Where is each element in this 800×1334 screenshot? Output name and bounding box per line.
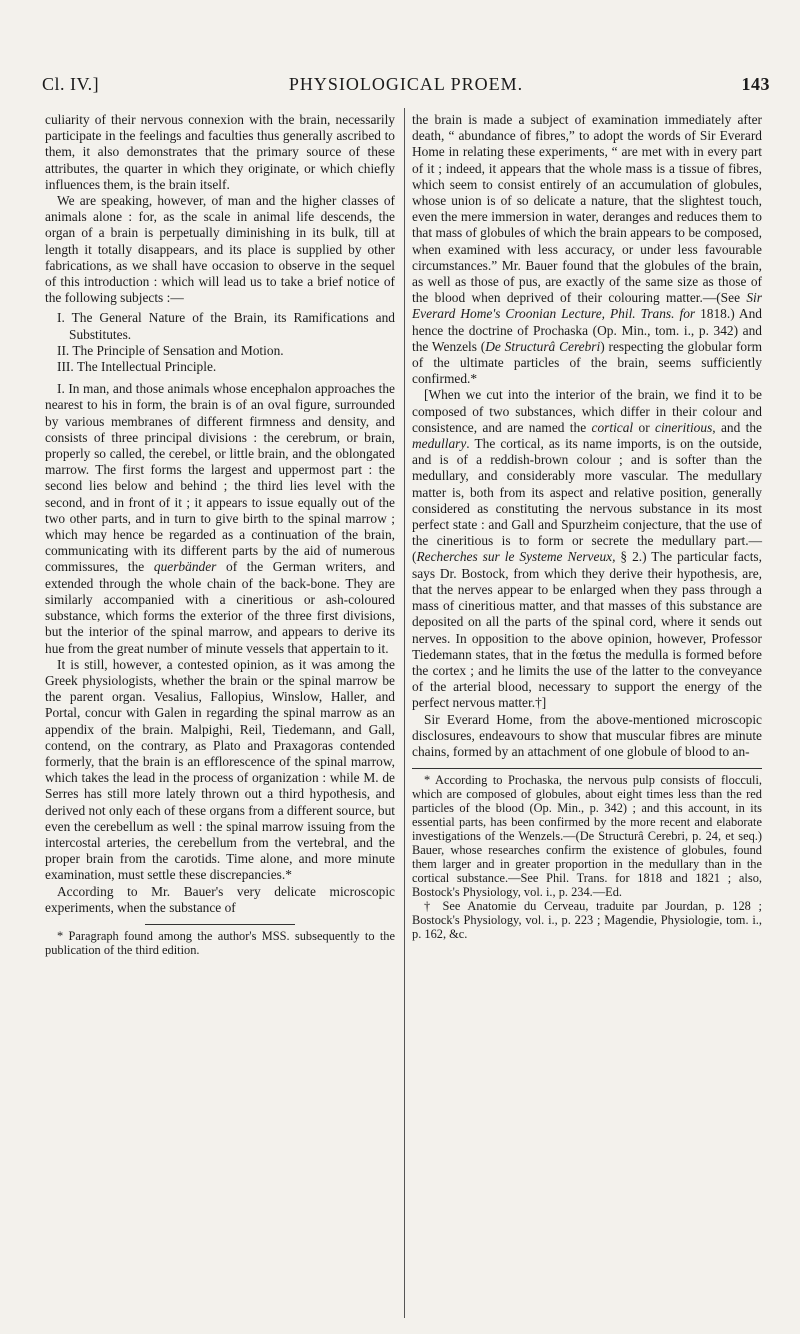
chapter-marker: Cl. IV.] bbox=[42, 74, 100, 94]
list-item: I. The General Nature of the Brain, its Ramifications and Substitutes. bbox=[57, 310, 395, 342]
list-item: II. The Principle of Sensation and Motion. bbox=[57, 342, 284, 358]
paragraph bbox=[45, 381, 395, 656]
text-run: , and the bbox=[712, 419, 762, 435]
italic-term: cortical bbox=[591, 419, 634, 435]
footnote: † See Anatomie du Cerveau, traduite par Jourdan, p. 128 ; Bostock's Physiology, vol. i., p. 223 ; Magendie, Physiologie, tom. i., p. 162, &c. bbox=[412, 899, 762, 942]
right-column bbox=[412, 112, 762, 941]
footnote-rule bbox=[412, 768, 762, 769]
text-run: 1818.) And hence the doctrine of Prochaska (Op. Min., tom. i., p. 342) and the Wenzels ( bbox=[412, 306, 762, 354]
left-column bbox=[45, 112, 395, 957]
italic-citation: Recherches sur le Systeme Nerveux, bbox=[416, 549, 616, 565]
page-number: 143 bbox=[741, 74, 770, 94]
paragraph: It is still, however, a contested opinion, as it was among the Greek physiologists, whether the brain or the spinal marrow be the parent organ. Vesalius, Fallopius, Winslow, Haller, and Portal, concur with Galen in regarding the spinal marrow as an appendix of the brain. Malpighi, Reil, Tiedemann, and Gall, contend, on the contrary, as Plato and Praxagoras contended formerly, that the brain is an efflorescence of the spinal marrow, which takes the lead in the process of organization : while M. de Serres has still more lately thrown out a third hypothesis, and derived not only each of these organs from a different source, but even the cerebellum as well : the spinal marrow issuing from the intercostal arteries, the cerebellum from the vertebral, and the proper brain from the carotids. Time alone, and more minute examination, must settle these discrepancies.* bbox=[45, 656, 395, 883]
italic-citation: De Structurâ Cerebri bbox=[485, 338, 601, 354]
footnote: * According to Prochaska, the nervous pulp consists of flocculi, which are composed of globules, about eight times less than the red particles of the blood (Op. Min., p. 342) ; and this account, in its essential parts, has been confirmed by the more recent and elaborate investigations of the Wenzels.—(De Structurâ Cerebri, p. 24, et seq.) Bauer, whose researches confirm the existence of globules, found them larger and in greater proportion in the medullary than in the cortical substance.—See Phil. Trans. for 1818 and 1821 ; also, Bostock's Physiology, vol. i., p. 234.—Ed. bbox=[412, 773, 762, 900]
text-run: I. In man, and those animals whose encephalon approaches the nearest to his in form, the brain is of an oval figure, surrounded by various membranes of different firmness and density, and consists of three principal divisions : the cerebrum, or brain, properly so called, the cerebel, or little brain, and the oblongated marrow. The first forms the largest and uppermost part : the second lies below and behind ; the third lies level with the second, and in front of it ; it appears to issue equally out of the two other parts, and in turn to give birth to the spinal marrow ; which may hence be regarded as a continuation of the brain, communicating with its different parts by the aid of numerous commissures, the bbox=[45, 381, 395, 575]
text-run: § 2.) The particular facts, says Dr. Bostock, from which they derive their hypothesis, are, that the nerves appear to be enlarged when they pass through a mass of cineritious matter, and that masses of this substance are deposited on all the parts of the spinal cord, where it sends out nerves. In opposition to the above opinion, however, Professor Tiedemann states, that in the fœtus the medulla is formed before the cortex ; and he limits the use of the latter to the conveyance of the arterial blood, necessary to support the energy of the perfect nervous matter.†] bbox=[412, 549, 762, 711]
footnote: * Paragraph found among the author's MSS. subsequently to the publication of the third edition. bbox=[45, 928, 395, 957]
paragraph: culiarity of their nervous connexion with the brain, necessarily participate in the feelings and faculties thus generally ascribed to them, it also demonstrates that the primary source of these attributes, the quarter in which they originate, or which chiefly influences them, is the brain itself. bbox=[45, 112, 395, 192]
column-divider bbox=[404, 108, 405, 1318]
list-item: III. The Intellectual Principle. bbox=[57, 359, 217, 375]
italic-term: medullary bbox=[412, 436, 467, 452]
italic-term: cineritious bbox=[655, 419, 713, 435]
text-run: [When we cut into the interior of the brain, we find it to be composed of two substances, which differ in their colour and consistence, and are named the bbox=[412, 387, 762, 435]
footnote-rule bbox=[145, 924, 295, 925]
running-header bbox=[42, 74, 770, 98]
paragraph: We are speaking, however, of man and the higher classes of animals alone : for, as the scale in animal life descends, the organ of a brain is perpetually diminishing in its bulk, till at length it totally disappears, and its place is supplied by other fabrications, as we shall have occasion to observe in the sequel of this introduction : which will lead us to take a brief notice of the following subjects :— bbox=[45, 193, 395, 306]
running-title: PHYSIOLOGICAL PROEM. bbox=[288, 74, 524, 94]
text-run: of the German writers, and extended through the whole chain of the back-bone. They are similarly accompanied with a cineritious or ash-coloured substance, which forms the exterior of the three first divisions, but the interior of the spinal marrow, and appears to derive its hue from the great number of minute vessels that appertain to it. bbox=[45, 559, 396, 656]
italic-citation: Sir Everard Home's Croonian Lecture, Phil. Trans. for bbox=[412, 290, 762, 322]
italic-term: querbänder bbox=[153, 559, 217, 575]
text-run: . The cortical, as its name imports, is on the outside, and is of a reddish-brown colour ; and is softer than the medullary, and considerably more vascular. The medullary matter is, both from its aspect and relative position, generally considered as constituting the nervous substance in its most perfect state : and Gall and Spurzheim conjecture, that the use of the cineritious is to form or secrete the medullary part.—( bbox=[412, 436, 762, 565]
text-run: the brain is made a subject of examination immediately after death, “ abundance of fibres,” to adopt the words of Sir Everard Home in relating these experiments, “ are met with in every part of it ; indeed, it appears that the whole mass is a tissue of fibres, which seem to consist entirely of an accumulation of globules, whose union is of so delicate a nature, that the slightest touch, even the mere immersion in water, deranges and reduces them to that mass of globules of which the brain appears to be composed, when examined with less accuracy, or under less favourable circumstances.” Mr. Bauer found that the globules of the brain, as well as those of pus, are exactly of the same size as those of the blood when deprived of their colouring matter.—(See bbox=[412, 112, 762, 306]
paragraph: According to Mr. Bauer's very delicate microscopic experiments, when the substance of bbox=[45, 883, 395, 915]
text-run: or bbox=[633, 419, 655, 435]
subject-list bbox=[45, 310, 395, 375]
paragraph: Sir Everard Home, from the above-mentioned microscopic disclosures, endeavours to show that muscular fibres are minute chains, formed by an attachment of one globule of blood to an- bbox=[412, 711, 762, 759]
text-run: ) respecting the globular form of the ultimate particles of the brain, seems sufficiently confirmed.* bbox=[412, 338, 762, 387]
paragraph bbox=[412, 112, 762, 387]
paragraph bbox=[412, 387, 762, 711]
